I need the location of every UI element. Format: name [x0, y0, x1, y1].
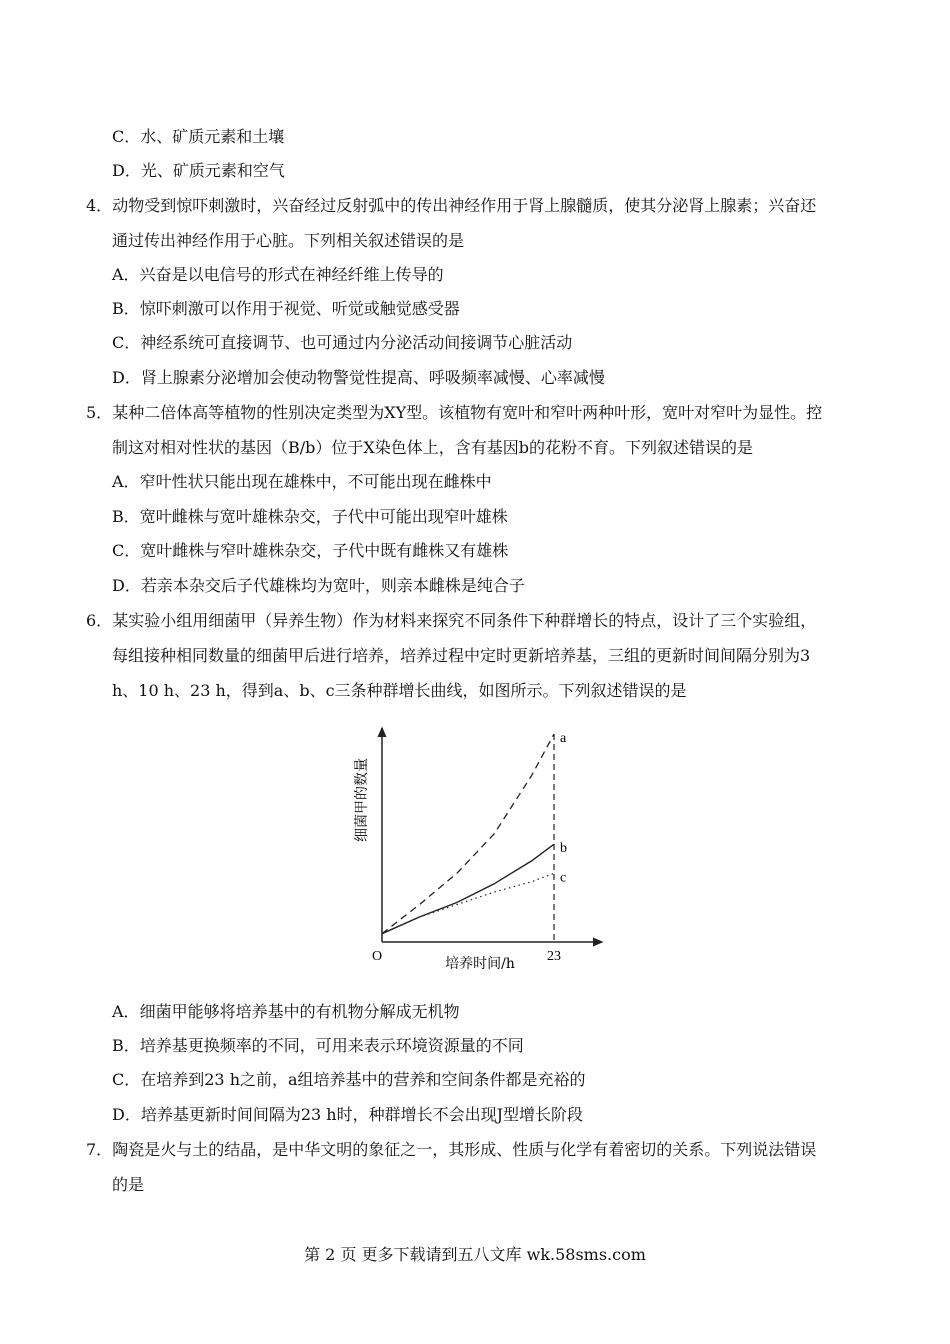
- q4-stem-line-2: 通过传出神经作用于心脏。下列相关叙述错误的是: [112, 231, 465, 250]
- curve-c: [382, 873, 554, 933]
- q7-stem-line-1: 7．陶瓷是火与土的结晶，是中华文明的象征之一，其形成、性质与化学有着密切的关系。下列说法错误: [86, 1140, 817, 1159]
- q4-option-a: A．兴奋是以电信号的形式在神经纤维上传导的: [112, 265, 444, 284]
- q6-stem-line-2: 每组接种相同数量的细菌甲后进行培养，培养过程中定时更新培养基，三组的更新时间间隔分别为3: [112, 646, 811, 665]
- curve-b-label: b: [560, 841, 567, 857]
- curve-c-label: c: [560, 870, 567, 886]
- q4-option-b: B．惊吓刺激可以作用于视觉、听觉或触觉感受器: [112, 299, 460, 318]
- q5-option-b: B．宽叶雌株与宽叶雄株杂交，子代中可能出现窄叶雄株: [112, 507, 508, 526]
- q7-stem-line-2: 的是: [112, 1175, 145, 1194]
- q5-option-a: A．窄叶性状只能出现在雄株中，不可能出现在雌株中: [112, 472, 492, 491]
- q4-option-c: C．神经系统可直接调节、也可通过内分泌活动间接调节心脏活动: [112, 333, 573, 352]
- q3-option-d: D．光、矿质元素和空气: [112, 161, 285, 180]
- curve-a: [382, 734, 554, 934]
- q5-number: 5．: [86, 403, 113, 422]
- page-footer: 第 2 页 更多下载请到五八文库 wk.58sms.com: [304, 1245, 646, 1264]
- curve-a-label: a: [560, 731, 567, 746]
- q6-stem-line-3: h、10 h、23 h，得到a、b、c三条种群增长曲线，如图所示。下列叙述错误的是: [112, 681, 687, 700]
- growth-curve-chart: [340, 718, 630, 980]
- q6-option-d: D．培养基更新时间间隔为23 h时，种群增长不会出现J型增长阶段: [112, 1105, 584, 1124]
- q4-stem-line-1: 4．动物受到惊吓刺激时，兴奋经过反射弧中的传出神经作用于肾上腺髓质，使其分泌肾上腺素；兴奋还: [86, 196, 817, 215]
- q5-stem-line-2: 制这对相对性状的基因（B/b）位于X染色体上，含有基因b的花粉不育。下列叙述错误的是: [112, 438, 754, 457]
- q6-stem-line-1: 6．某实验小组用细菌甲（异养生物）作为材料来探究不同条件下种群增长的特点，设计了三个实验组，: [86, 611, 817, 630]
- q4-number: 4．: [86, 196, 113, 215]
- q5-option-c: C．宽叶雌株与窄叶雄株杂交，子代中既有雌株又有雄株: [112, 541, 509, 560]
- origin-label: O: [372, 949, 383, 964]
- curve-b: [382, 844, 554, 934]
- q6-option-c: C．在培养到23 h之前，a组培养基中的营养和空间条件都是充裕的: [112, 1070, 586, 1089]
- q4-option-d: D．肾上腺素分泌增加会使动物警觉性提高、呼吸频率减慢、心率减慢: [112, 368, 605, 387]
- q6-option-b: B．培养基更换频率的不同，可用来表示环境资源量的不同: [112, 1036, 524, 1055]
- x-tick-23: 23: [547, 949, 561, 964]
- q6-option-a: A．细菌甲能够将培养基中的有机物分解成无机物: [112, 1002, 460, 1021]
- q5-stem-line-1: 5．某种二倍体高等植物的性别决定类型为XY型。该植物有宽叶和窄叶两种叶形，宽叶对窄叶为显性。控: [86, 403, 823, 422]
- y-axis-label: 细菌甲的数量: [354, 758, 370, 842]
- q3-option-c: C．水、矿质元素和土壤: [112, 127, 285, 146]
- x-axis-label: 培养时间/h: [445, 956, 515, 972]
- q7-number: 7．: [86, 1140, 113, 1159]
- q6-number: 6．: [86, 611, 113, 630]
- q5-option-d: D．若亲本杂交后子代雄株均为宽叶，则亲本雌株是纯合子: [112, 576, 525, 595]
